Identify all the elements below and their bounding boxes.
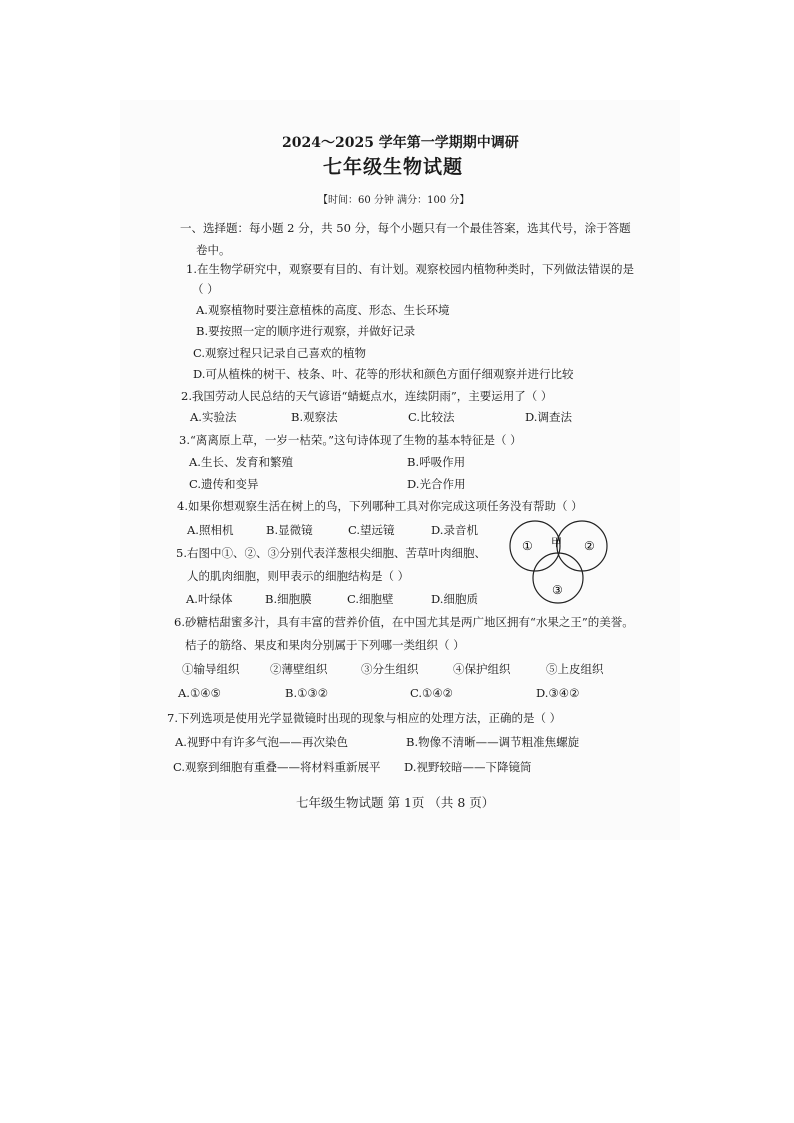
q5-stem-line2: 人的肌肉细胞，则甲表示的细胞结构是（ ）	[187, 569, 410, 583]
page-footer: 七年级生物试题 第 1页 （共 8 页）	[296, 795, 495, 810]
q1-option-b: B.要按照一定的顺序进行观察，并做好记录	[196, 324, 416, 338]
section-intro-line2: 卷中。	[196, 243, 231, 257]
q4-option-a: A.照相机	[187, 523, 234, 537]
q5-option-a: A.叶绿体	[186, 592, 233, 606]
venn-label-2: ②	[584, 539, 595, 553]
q6-option-a: A.①④⑤	[178, 686, 221, 700]
q6-option-d: D.③④②	[536, 686, 580, 700]
q6-tissue-4: ④保护组织	[453, 662, 511, 676]
q6-stem-line2: 桔子的筋络、果皮和果肉分别属于下列哪一类组织（ ）	[185, 638, 465, 652]
q5-stem-line1: 5.右图中①、②、③分别代表洋葱根尖细胞、苦草叶肉细胞、	[176, 546, 486, 560]
section-intro-line1: 一、选择题：每小题 2 分，共 50 分，每个小题只有一个最佳答案，选其代号，涂于答题	[180, 221, 631, 235]
venn-label-3: ③	[552, 583, 563, 597]
q2-option-b: B.观察法	[291, 410, 338, 424]
exam-title: 2024～2025 学年第一学期期中调研	[282, 135, 519, 151]
q7-option-d: D.视野较暗——下降镜筒	[404, 760, 532, 774]
q2-option-d: D.调查法	[525, 410, 572, 424]
q5-option-b: B.细胞膜	[265, 592, 312, 606]
q6-stem-line1: 6.砂糖桔甜蜜多汁，具有丰富的营养价值，在中国尤其是两广地区拥有“水果之王”的美誉。	[174, 615, 634, 629]
q6-tissue-3: ③分生组织	[361, 662, 419, 676]
q7-option-c: C.观察到细胞有重叠——将材料重新展平	[173, 760, 381, 774]
q6-tissue-2: ②薄壁组织	[270, 662, 328, 676]
q7-option-b: B.物像不清晰——调节粗准焦螺旋	[406, 735, 580, 749]
q1-option-c: C.观察过程只记录自己喜欢的植物	[193, 346, 367, 360]
venn-label-1: ①	[522, 539, 533, 553]
q3-option-a: A.生长、发育和繁殖	[189, 455, 293, 469]
q5-option-c: C.细胞壁	[347, 592, 394, 606]
q3-option-b: B.呼吸作用	[407, 455, 466, 469]
q1-blank: （ ）	[192, 282, 219, 296]
exam-time-info: 【时间：60 分钟 满分：100 分】	[318, 195, 470, 206]
q2-option-c: C.比较法	[408, 410, 455, 424]
venn-label-center: 甲	[551, 536, 562, 549]
q2-option-a: A.实验法	[190, 410, 237, 424]
q5-option-d: D.细胞质	[431, 592, 478, 606]
q6-option-b: B.①③②	[285, 686, 329, 700]
q7-option-a: A.视野中有许多气泡——再次染色	[175, 735, 348, 749]
q4-option-b: B.显微镜	[266, 523, 313, 537]
q6-tissue-5: ⑤上皮组织	[546, 662, 604, 676]
q6-tissue-1: ①输导组织	[182, 662, 240, 676]
q2-stem: 2.我国劳动人民总结的天气谚语“蜻蜓点水，连续阴雨”，主要运用了（ ）	[181, 389, 553, 403]
q3-option-c: C.遗传和变异	[189, 477, 259, 491]
exam-subject: 七年级生物试题	[323, 156, 464, 178]
q1-option-a: A.观察植物时要注意植株的高度、形态、生长环境	[196, 303, 450, 317]
q4-option-d: D.录音机	[431, 523, 478, 537]
q3-option-d: D.光合作用	[407, 477, 466, 491]
q6-option-c: C.①④②	[410, 686, 453, 700]
q1-option-d: D.可从植株的树干、枝条、叶、花等的形状和颜色方面仔细观察并进行比较	[193, 367, 574, 381]
q1-stem: 1.在生物学研究中，观察要有目的、有计划。观察校园内植物种类时，下列做法错误的是	[186, 262, 634, 276]
q4-option-c: C.望远镜	[348, 523, 395, 537]
cell-structure-venn-diagram	[500, 520, 620, 610]
q7-stem: 7.下列选项是使用光学显微镜时出现的现象与相应的处理方法，正确的是（ ）	[167, 711, 562, 725]
q4-stem: 4.如果你想观察生活在树上的鸟，下列哪种工具对你完成这项任务没有帮助（ ）	[177, 499, 583, 513]
q3-stem: 3.“离离原上草，一岁一枯荣。”这句诗体现了生物的基本特征是（ ）	[179, 433, 522, 447]
venn-circle-2	[557, 521, 607, 571]
